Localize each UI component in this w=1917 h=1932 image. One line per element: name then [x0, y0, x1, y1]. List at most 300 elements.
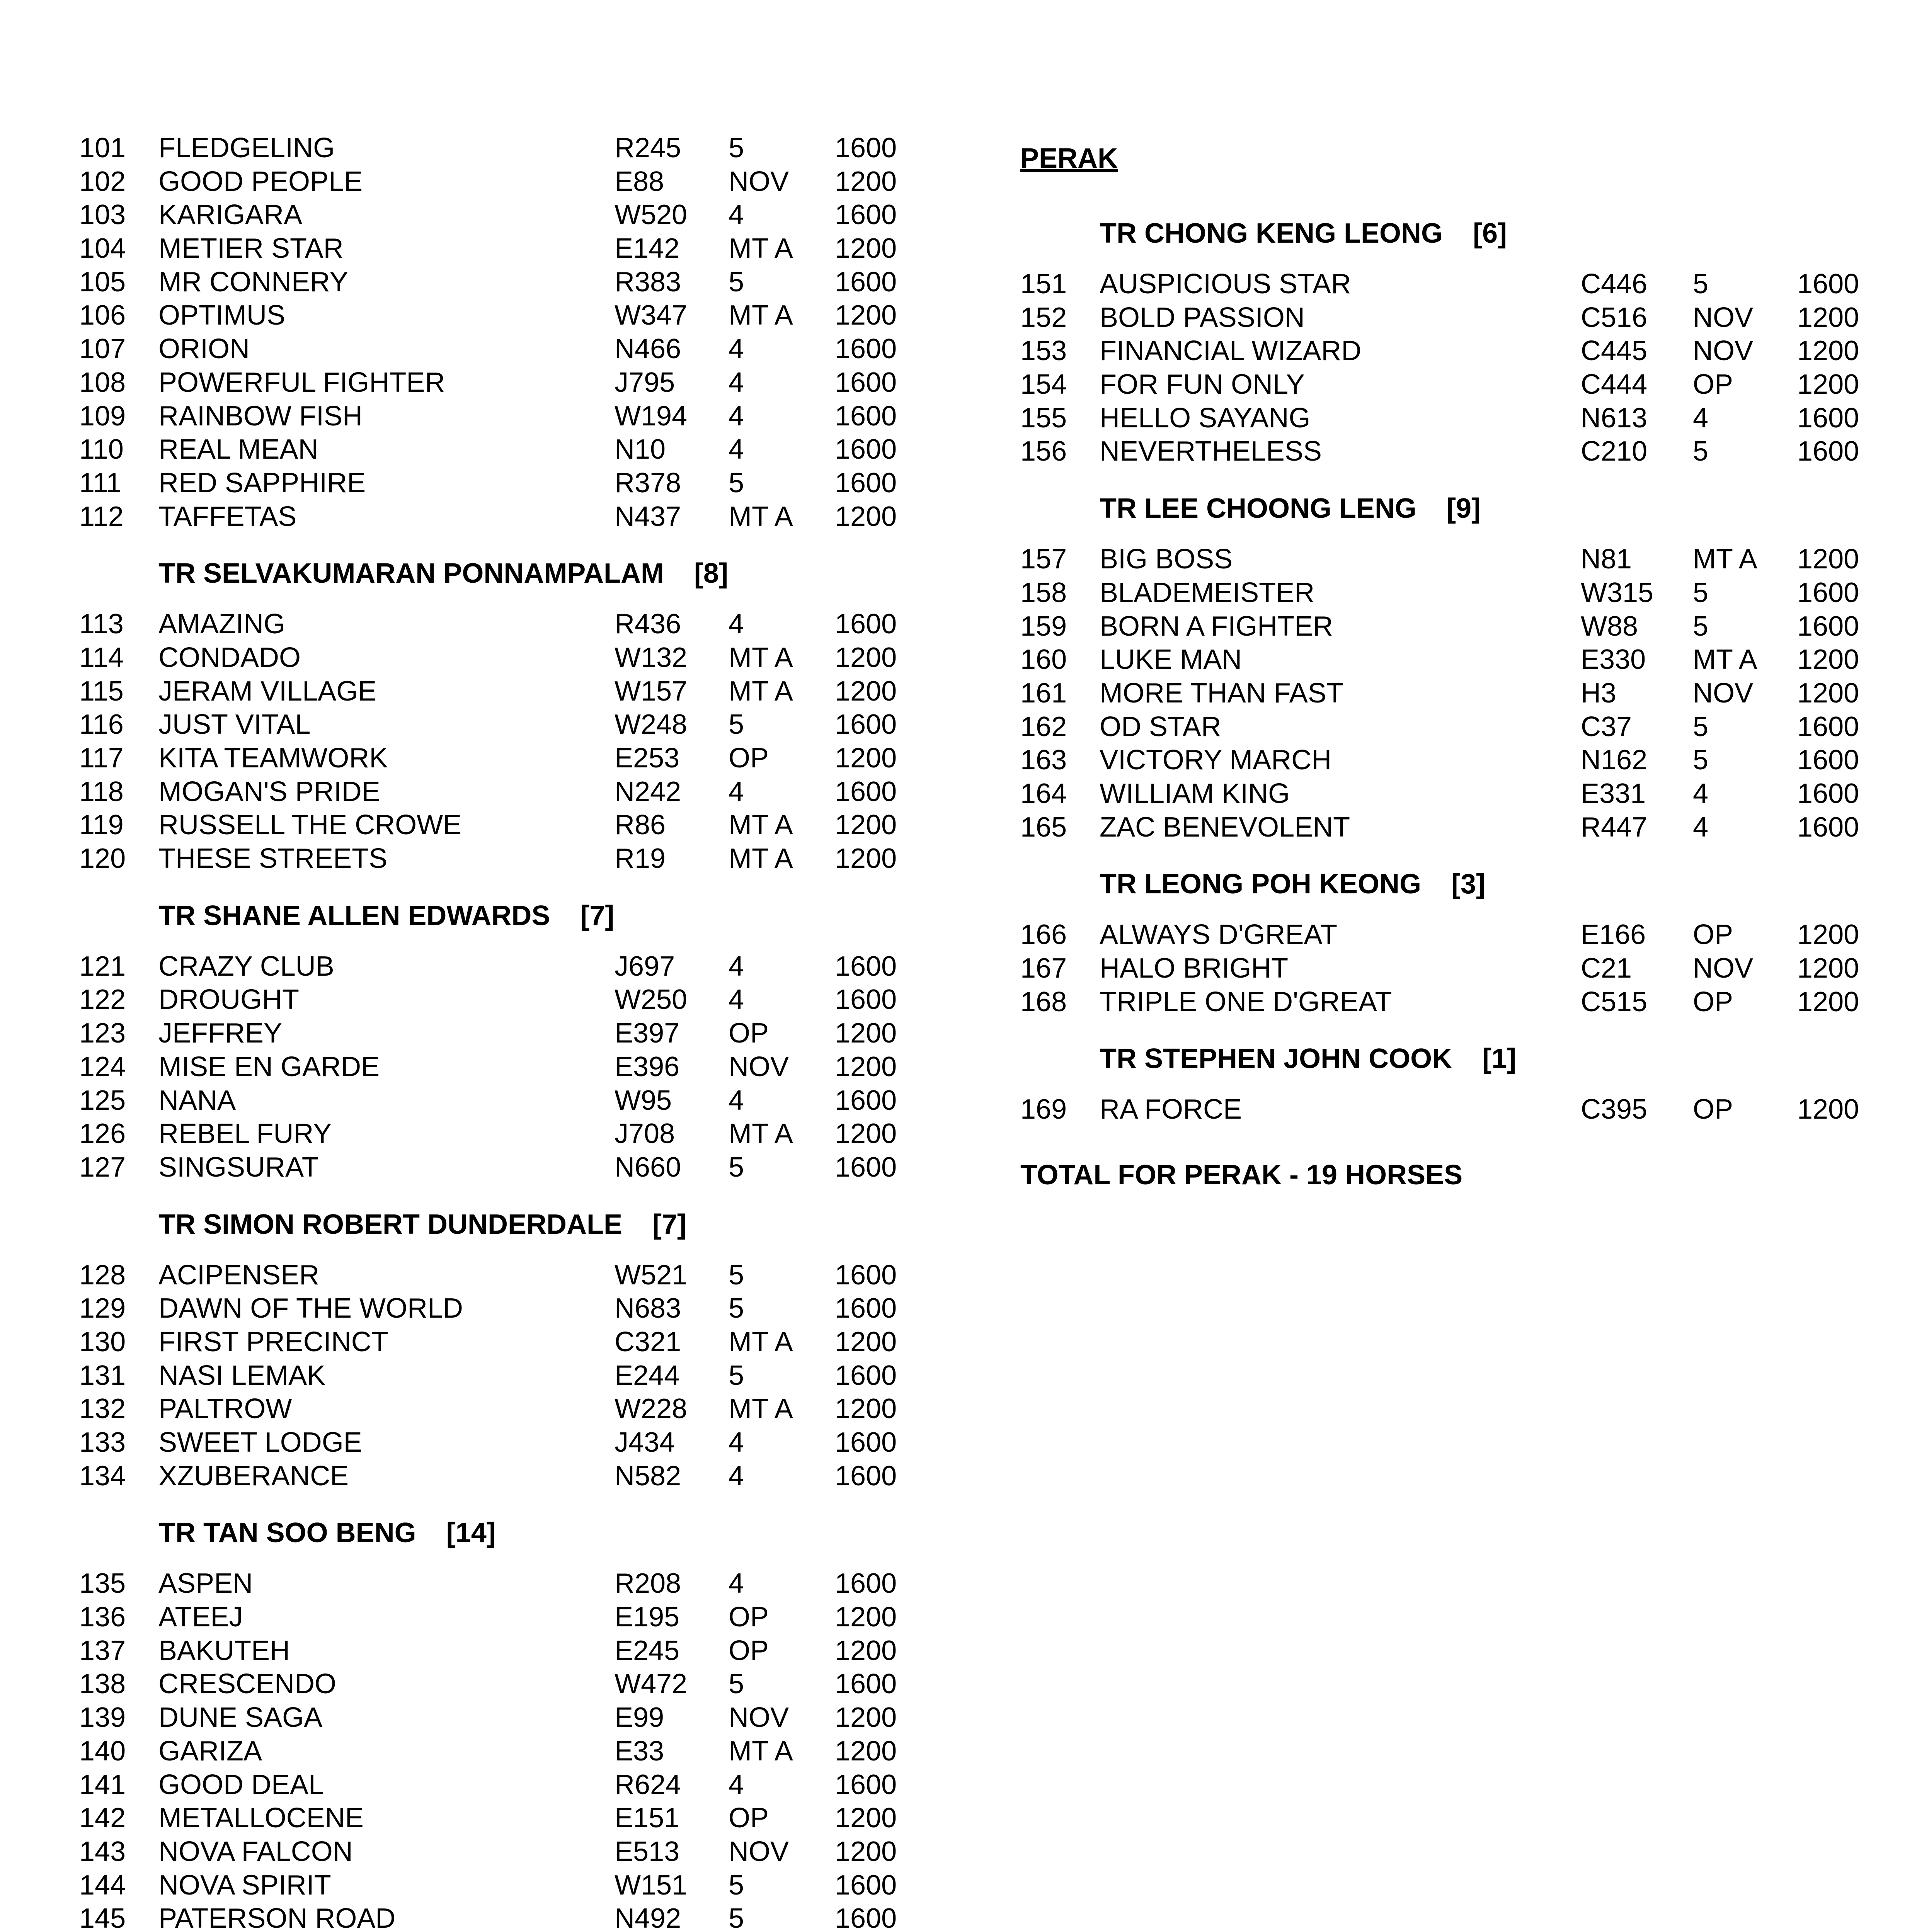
horse-distance: 1200 [835, 501, 897, 532]
horse-code: E99 [615, 1702, 664, 1733]
horse-distance: 1200 [835, 1735, 897, 1767]
horse-class: MT A [729, 675, 793, 707]
horse-class: MT A [729, 843, 793, 874]
horse-number: 112 [79, 501, 124, 532]
horse-number: 130 [79, 1326, 126, 1357]
horse-class: 5 [729, 1668, 744, 1700]
horse-class: OP [1693, 919, 1733, 951]
horse-distance: 1600 [835, 1903, 897, 1932]
horse-name: MR CONNERY [158, 266, 348, 298]
horse-number: 151 [1020, 269, 1067, 299]
horse-name: THESE STREETS [158, 843, 388, 874]
horse-number: 155 [1020, 402, 1067, 434]
horse-code: E513 [615, 1836, 680, 1867]
horse-class: OP [1693, 986, 1733, 1017]
horse-list-chong-keng-leong [1020, 267, 1859, 468]
horse-distance: 1200 [835, 1326, 897, 1357]
horse-list-tan-soo-beng [79, 1567, 912, 1932]
horse-number: 167 [1020, 953, 1067, 984]
horse-code: R447 [1581, 811, 1648, 843]
horse-distance: 1600 [835, 1259, 897, 1291]
horse-number: 120 [79, 843, 126, 874]
horse-distance: 1600 [1797, 745, 1859, 776]
horse-number: 162 [1020, 711, 1067, 742]
horse-number: 154 [1020, 369, 1067, 400]
horse-number: 144 [79, 1869, 126, 1901]
horse-code: N162 [1581, 745, 1648, 776]
horse-number: 114 [79, 642, 124, 673]
horse-list-lee-choong-leng [1020, 543, 1859, 844]
horse-row [79, 265, 912, 299]
horse-row [79, 607, 912, 641]
horse-name: JEFFREY [158, 1018, 283, 1049]
horse-number: 133 [79, 1427, 126, 1458]
horse-name: BOLD PASSION [1100, 302, 1305, 333]
horse-name: DROUGHT [158, 984, 299, 1015]
horse-distance: 1600 [1797, 402, 1859, 434]
horse-name: RA FORCE [1100, 1094, 1242, 1125]
horse-distance: 1600 [1797, 269, 1859, 299]
trainer-heading [1020, 217, 1855, 250]
horse-code: C444 [1581, 369, 1648, 400]
horse-number: 168 [1020, 986, 1067, 1017]
horse-row [79, 1084, 912, 1117]
horse-class: MT A [729, 642, 793, 673]
horse-distance: 1600 [835, 467, 897, 498]
horse-name: ALWAYS D'GREAT [1100, 919, 1338, 951]
horse-code: W472 [615, 1668, 688, 1700]
horse-number: 111 [79, 467, 122, 498]
horse-number: 124 [79, 1051, 126, 1082]
horse-code: C445 [1581, 335, 1648, 367]
horse-code: E195 [615, 1602, 680, 1633]
horse-distance: 1600 [835, 1769, 897, 1800]
horse-row [79, 1835, 912, 1869]
horse-distance: 1200 [1797, 335, 1859, 367]
horse-row [79, 332, 912, 366]
horse-code: N81 [1581, 544, 1632, 575]
horse-class: 4 [729, 951, 744, 982]
horse-distance: 1200 [1797, 369, 1859, 400]
horse-code: W315 [1581, 577, 1654, 608]
horse-name: GARIZA [158, 1735, 262, 1767]
horse-distance: 1200 [1797, 953, 1859, 984]
region-heading-perak: PERAK [1020, 143, 1118, 174]
horse-number: 132 [79, 1393, 126, 1425]
horse-name: FLEDGELING [158, 133, 335, 163]
horse-class: 4 [1693, 811, 1709, 843]
horse-code: N613 [1581, 402, 1648, 434]
horse-row [79, 466, 912, 500]
trainer-heading [1020, 868, 1855, 900]
horse-number: 153 [1020, 335, 1067, 367]
horse-class: 4 [729, 1769, 744, 1800]
horse-name: JERAM VILLAGE [158, 675, 377, 707]
horse-name: TRIPLE ONE D'GREAT [1100, 986, 1392, 1017]
horse-number: 158 [1020, 577, 1067, 608]
horse-code: R436 [615, 609, 681, 640]
horse-distance: 1200 [1797, 986, 1859, 1017]
horse-name: POWERFUL FIGHTER [158, 367, 445, 398]
horse-class: 5 [729, 1293, 744, 1324]
horse-number: 108 [79, 367, 126, 398]
horse-name: AMAZING [158, 609, 286, 640]
horse-name: MISE EN GARDE [158, 1051, 380, 1082]
horse-row [1020, 301, 1859, 335]
horse-code: C37 [1581, 711, 1632, 742]
horse-name: ATEEJ [158, 1602, 243, 1633]
horse-name: BLADEMEISTER [1100, 577, 1315, 608]
horse-name: DAWN OF THE WORLD [158, 1293, 463, 1324]
horse-row [1020, 576, 1859, 610]
horse-number: 164 [1020, 778, 1067, 809]
horse-distance: 1200 [1797, 644, 1859, 675]
horse-distance: 1200 [835, 1118, 897, 1150]
horse-class: 5 [1693, 436, 1709, 467]
horse-code: E151 [615, 1803, 680, 1834]
horse-number: 123 [79, 1018, 126, 1049]
horse-class: 5 [729, 266, 744, 298]
horse-distance: 1200 [835, 1602, 897, 1633]
horse-list-selvakumaran [79, 607, 912, 876]
trainer-name: TR LEE CHOONG LENG [1100, 493, 1417, 524]
horse-class: 4 [729, 400, 744, 432]
horse-code: R19 [615, 843, 666, 874]
horse-number: 131 [79, 1360, 126, 1391]
horse-distance: 1200 [835, 1051, 897, 1082]
horse-code: W157 [615, 675, 688, 707]
horse-class: NOV [1693, 677, 1754, 709]
horse-row [79, 433, 912, 466]
horse-number: 107 [79, 333, 126, 365]
horse-class: 5 [729, 709, 744, 740]
horse-name: NOVA SPIRIT [158, 1869, 331, 1901]
horse-row [79, 198, 912, 232]
horse-name: LUKE MAN [1100, 644, 1242, 675]
horse-distance: 1200 [835, 1018, 897, 1049]
horse-class: 4 [729, 1568, 744, 1599]
left-column [79, 131, 912, 1932]
horse-name: ACIPENSER [158, 1259, 320, 1291]
horse-code: W194 [615, 400, 688, 432]
horse-number: 126 [79, 1118, 126, 1150]
horse-distance: 1200 [835, 1702, 897, 1733]
horse-row [79, 742, 912, 775]
horse-row [79, 232, 912, 265]
horse-code: N437 [615, 501, 681, 532]
horse-row [79, 983, 912, 1017]
horse-class: NOV [1693, 953, 1754, 984]
horse-distance: 1600 [835, 1293, 897, 1324]
horse-distance: 1600 [835, 1151, 897, 1183]
horse-list-unnamed-trainer [79, 131, 912, 533]
horse-distance: 1600 [835, 609, 897, 640]
horse-name: WILLIAM KING [1100, 778, 1290, 809]
trainer-heading [79, 1517, 912, 1549]
horse-class: OP [729, 743, 769, 774]
horse-code: N466 [615, 333, 681, 365]
horse-code: W88 [1581, 611, 1638, 642]
horse-class: 4 [729, 1085, 744, 1116]
horse-row [79, 950, 912, 983]
horse-class: NOV [729, 166, 789, 197]
horse-number: 118 [79, 776, 124, 807]
horse-class: 5 [729, 1903, 744, 1932]
horse-name: CRESCENDO [158, 1668, 337, 1700]
horse-row [79, 708, 912, 742]
horse-row [79, 299, 912, 332]
horse-row [79, 1801, 912, 1835]
horse-number: 110 [79, 434, 124, 465]
horse-count: [6] [1473, 218, 1507, 249]
horse-number: 115 [79, 675, 124, 707]
horse-number: 125 [79, 1085, 126, 1116]
horse-class: NOV [729, 1051, 789, 1082]
horse-row [1020, 918, 1859, 952]
horse-class: 4 [1693, 402, 1709, 434]
horse-number: 106 [79, 300, 126, 331]
horse-number: 166 [1020, 919, 1067, 951]
horse-class: 5 [1693, 577, 1709, 608]
horse-row [79, 1151, 912, 1184]
horse-distance: 1200 [1797, 1094, 1859, 1125]
horse-row [79, 1426, 912, 1459]
horse-number: 121 [79, 951, 126, 982]
horse-code: C210 [1581, 436, 1648, 467]
horse-distance: 1600 [835, 434, 897, 465]
horse-count: [3] [1451, 869, 1486, 900]
horse-number: 136 [79, 1602, 126, 1633]
horse-number: 156 [1020, 436, 1067, 467]
trainer-heading [79, 1208, 912, 1241]
horse-row [79, 1667, 912, 1701]
horse-code: W228 [615, 1393, 688, 1425]
horse-distance: 1600 [835, 709, 897, 740]
horse-name: VICTORY MARCH [1100, 745, 1332, 776]
horse-class: 5 [729, 467, 744, 498]
horse-class: MT A [729, 501, 793, 532]
horse-code: W520 [615, 199, 688, 231]
horse-row [79, 1017, 912, 1050]
horse-row [1020, 435, 1859, 468]
horse-number: 165 [1020, 811, 1067, 843]
horse-name: PALTROW [158, 1393, 292, 1425]
horse-class: MT A [729, 300, 793, 331]
horse-class: 5 [1693, 611, 1709, 642]
horse-class: 5 [1693, 711, 1709, 742]
horse-name: CONDADO [158, 642, 301, 673]
horse-number: 101 [79, 133, 126, 163]
horse-name: NANA [158, 1085, 236, 1116]
horse-distance: 1600 [835, 1460, 897, 1492]
horse-distance: 1600 [835, 1360, 897, 1391]
horse-code: N582 [615, 1460, 681, 1492]
horse-distance: 1200 [835, 642, 897, 673]
horse-class: 4 [729, 1460, 744, 1492]
horse-name: FOR FUN ONLY [1100, 369, 1305, 400]
horse-name: RUSSELL THE CROWE [158, 810, 462, 841]
horse-code: E396 [615, 1051, 680, 1082]
horse-name: PATERSON ROAD [158, 1903, 396, 1932]
horse-number: 135 [79, 1568, 126, 1599]
horse-code: E166 [1581, 919, 1646, 951]
horse-count: [14] [446, 1517, 496, 1549]
horse-class: OP [1693, 1094, 1733, 1125]
horse-distance: 1200 [835, 810, 897, 841]
horse-name: REBEL FURY [158, 1118, 332, 1150]
horse-row [1020, 267, 1859, 301]
horse-name: METALLOCENE [158, 1803, 364, 1834]
horse-name: KARIGARA [158, 199, 303, 231]
horse-distance: 1200 [835, 843, 897, 874]
horse-row [79, 1735, 912, 1768]
horse-row [79, 1567, 912, 1600]
horse-count: [8] [694, 558, 728, 589]
horse-row [79, 808, 912, 842]
horse-row [79, 400, 912, 433]
horse-number: 157 [1020, 544, 1067, 575]
trainer-heading [79, 557, 912, 590]
horse-number: 138 [79, 1668, 126, 1700]
horse-class: NOV [729, 1836, 789, 1867]
horse-number: 119 [79, 810, 124, 841]
horse-code: E330 [1581, 644, 1646, 675]
horse-code: W151 [615, 1869, 688, 1901]
horse-distance: 1200 [835, 743, 897, 774]
horse-class: MT A [729, 1326, 793, 1357]
horse-name: GOOD PEOPLE [158, 166, 363, 197]
horse-class: OP [1693, 369, 1733, 400]
horse-code: C446 [1581, 269, 1648, 299]
horse-code: R245 [615, 133, 681, 163]
horse-code: N242 [615, 776, 681, 807]
horse-distance: 1600 [835, 1568, 897, 1599]
horse-row [1020, 952, 1859, 985]
trainer-heading [1020, 492, 1855, 525]
horse-class: MT A [729, 810, 793, 841]
horse-code: W250 [615, 984, 688, 1015]
horse-row [1020, 1093, 1859, 1126]
horse-distance: 1200 [835, 166, 897, 197]
horse-class: 4 [729, 434, 744, 465]
horse-name: XZUBERANCE [158, 1460, 349, 1492]
horse-code: E244 [615, 1360, 680, 1391]
horse-code: R383 [615, 266, 681, 298]
horse-class: MT A [729, 1735, 793, 1767]
horse-number: 145 [79, 1903, 126, 1932]
horse-code: E88 [615, 166, 664, 197]
horse-row [1020, 777, 1859, 811]
horse-distance: 1200 [835, 1635, 897, 1666]
horse-row [1020, 401, 1859, 435]
horse-distance: 1600 [1797, 436, 1859, 467]
horse-class: MT A [1693, 544, 1757, 575]
horse-row [79, 1701, 912, 1735]
horse-number: 116 [79, 709, 124, 740]
horse-class: NOV [1693, 302, 1754, 333]
horse-name: NEVERTHELESS [1100, 436, 1322, 467]
horse-row [79, 1902, 912, 1932]
horse-row [1020, 710, 1859, 744]
horse-number: 117 [79, 743, 124, 774]
horse-name: DUNE SAGA [158, 1702, 323, 1733]
horse-distance: 1200 [835, 1393, 897, 1425]
horse-class: MT A [729, 1393, 793, 1425]
horse-row [79, 842, 912, 876]
horse-class: 4 [729, 333, 744, 365]
horse-code: W248 [615, 709, 688, 740]
horse-class: 4 [729, 609, 744, 640]
horse-name: MOGAN'S PRIDE [158, 776, 380, 807]
horse-code: N660 [615, 1151, 681, 1183]
horse-distance: 1600 [835, 333, 897, 365]
horse-name: METIER STAR [158, 233, 344, 264]
horse-number: 137 [79, 1635, 126, 1666]
horse-name: TAFFETAS [158, 501, 297, 532]
horse-row [79, 1392, 912, 1426]
horse-name: FINANCIAL WIZARD [1100, 335, 1362, 367]
horse-class: 4 [1693, 778, 1709, 809]
horse-row [79, 775, 912, 809]
horse-name: SWEET LODGE [158, 1427, 362, 1458]
horse-class: 4 [729, 199, 744, 231]
right-column [1020, 131, 1859, 1191]
horse-name: BAKUTEH [158, 1635, 290, 1666]
horse-list-dunderdale [79, 1259, 912, 1493]
horse-class: 5 [729, 1360, 744, 1391]
horse-number: 127 [79, 1151, 126, 1183]
horse-number: 129 [79, 1293, 126, 1324]
total-perak: TOTAL FOR PERAK - 19 HORSES [1020, 1160, 1463, 1191]
horse-row [1020, 985, 1859, 1019]
horse-distance: 1600 [835, 1869, 897, 1901]
horse-row [79, 1869, 912, 1902]
horse-class: OP [729, 1018, 769, 1049]
horse-distance: 1200 [1797, 302, 1859, 333]
horse-distance: 1200 [1797, 919, 1859, 951]
horse-distance: 1600 [1797, 611, 1859, 642]
horse-name: REAL MEAN [158, 434, 318, 465]
horse-number: 113 [79, 609, 124, 640]
horse-name: BORN A FIGHTER [1100, 611, 1333, 642]
horse-class: MT A [729, 233, 793, 264]
horse-class: 4 [729, 984, 744, 1015]
horse-row [1020, 743, 1859, 777]
horse-row [79, 1325, 912, 1359]
horse-code: E33 [615, 1735, 664, 1767]
trainer-heading [79, 900, 912, 932]
horse-code: E397 [615, 1018, 680, 1049]
horse-row [79, 131, 912, 165]
horse-class: OP [729, 1635, 769, 1666]
horse-distance: 1200 [835, 675, 897, 707]
horse-code: J434 [615, 1427, 675, 1458]
horse-name: MORE THAN FAST [1100, 677, 1343, 709]
horse-row [79, 641, 912, 675]
horse-row [79, 500, 912, 534]
horse-class: 5 [729, 1151, 744, 1183]
horse-class: 4 [729, 367, 744, 398]
horse-row [79, 165, 912, 199]
horse-distance: 1600 [1797, 577, 1859, 608]
horse-number: 105 [79, 266, 126, 298]
horse-count: [7] [580, 900, 615, 931]
horse-number: 160 [1020, 644, 1067, 675]
horse-number: 140 [79, 1735, 126, 1767]
horse-count: [1] [1482, 1043, 1517, 1075]
horse-name: ZAC BENEVOLENT [1100, 811, 1350, 843]
horse-class: NOV [729, 1702, 789, 1733]
